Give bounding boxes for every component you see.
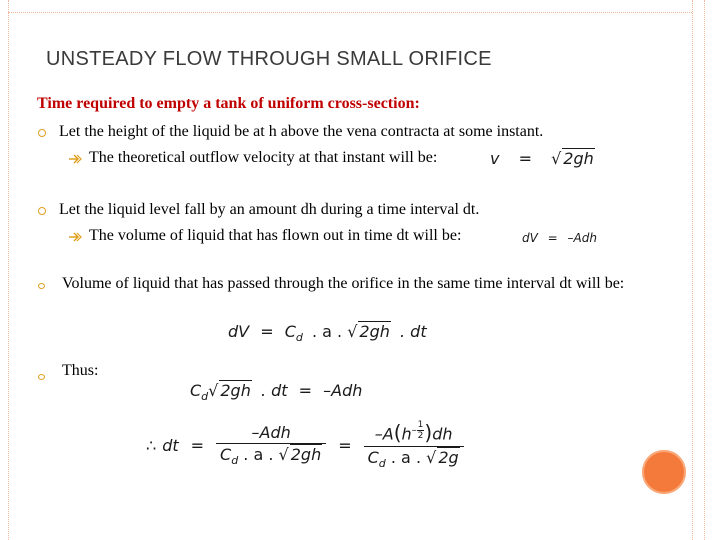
flow-cd-sub: d [295, 331, 303, 345]
flow-a: . a . [311, 322, 343, 341]
section-heading: Time required to empty a tank of uniform cross-section: [37, 95, 420, 112]
dt-den2-a: . a . [390, 447, 422, 467]
dt-den1-sub: d [231, 454, 239, 468]
bullet-2-text: Let the liquid level fall by an amount dh during a time interval dt. [59, 201, 480, 218]
volume-lhs: dV [522, 231, 538, 245]
slide-title: UNSTEADY FLOW THROUGH SMALL ORIFICE [46, 48, 492, 70]
balance-cd: C [190, 381, 202, 400]
dt-den2-c: C [367, 447, 379, 467]
balance-rhs: –Adh [323, 381, 363, 400]
dt-num2: –A(h $^{- \frac{1}{2}}$ )dh [374, 420, 453, 445]
dt-den2-sub: d [378, 456, 386, 470]
bullet-circle-icon [38, 129, 46, 137]
flow-lhs: dV [228, 322, 250, 341]
dt-num2-exponent [412, 420, 425, 441]
volume-rhs: –Adh [567, 231, 597, 245]
dt-num2-a: –A [374, 424, 394, 444]
flow-sqrt: 2gh [359, 322, 390, 341]
balance-dt: . dt [260, 381, 288, 400]
sqrt-icon: √ [278, 444, 289, 464]
dt-num2-dh: dh [432, 424, 453, 444]
balance-sqrt: 2gh [220, 381, 251, 400]
dt-den1 [216, 443, 326, 467]
bullet-2-sub-text: The volume of liquid that has flown out in time dt will be: [89, 227, 462, 244]
dt-lhs: dt [162, 435, 179, 455]
balance-eq: = [298, 381, 313, 400]
frame-border-right-outer [704, 0, 706, 540]
frame-border-right-inner [692, 0, 694, 540]
flow-dt: . dt [399, 322, 427, 341]
dt-den1-sqrt: 2gh [290, 444, 322, 464]
flow-eq: = [260, 322, 274, 341]
dt-fraction-1 [216, 423, 326, 467]
volume-equation [522, 231, 597, 245]
sqrt-icon: √ [551, 149, 562, 168]
balance-cd-sub: d [201, 390, 209, 404]
velocity-rhs: 2gh [563, 149, 594, 168]
velocity-eq: = [518, 149, 532, 168]
dt-num1: –Adh [251, 422, 291, 442]
dt-fraction-2 [364, 420, 464, 470]
dt-num2-h: h [401, 424, 412, 444]
bullet-circle-icon [38, 207, 46, 215]
dt-den2-sqrt: 2g [438, 447, 459, 467]
bullet-4-text: Thus: [62, 362, 99, 379]
dt-num2-exp-num: 1 [417, 420, 424, 431]
dt-num2-exp-sign: – [411, 425, 417, 437]
accent-circle [642, 450, 686, 494]
frame-border-top [8, 12, 692, 14]
frame-border-left [8, 0, 10, 540]
sqrt-icon: √ [426, 447, 437, 467]
arrow-bullet-icon [68, 154, 82, 164]
bullet-3-text: Volume of liquid that has passed through the orifice in the same time interval dt will be: [62, 275, 625, 292]
dt-eq2: = [338, 435, 352, 455]
sqrt-icon: √ [347, 322, 358, 341]
dt-num2-exp-den: 2 [417, 431, 424, 442]
velocity-equation [490, 149, 595, 168]
bullet-1-sub-text: The theoretical outflow velocity at that instant will be: [89, 149, 438, 166]
therefore-symbol: ∴ [146, 435, 157, 455]
dt-den1-c: C [220, 444, 232, 464]
dt-equation [146, 414, 464, 476]
balance-equation [190, 381, 362, 403]
volume-eq: = [547, 231, 558, 245]
flow-cd: C [284, 322, 296, 341]
velocity-lhs: v [490, 149, 500, 168]
bullet-1-text: Let the height of the liquid be at h above the vena contracta at some instant. [59, 123, 544, 140]
dt-den2 [364, 446, 464, 470]
flow-equation [228, 322, 427, 344]
dt-eq1: = [190, 435, 205, 455]
arrow-bullet-icon [68, 232, 82, 242]
bullet-circle-icon [38, 283, 45, 289]
dt-den1-a: . a . [243, 444, 274, 464]
bullet-circle-icon [38, 374, 45, 380]
sqrt-icon: √ [208, 381, 219, 400]
